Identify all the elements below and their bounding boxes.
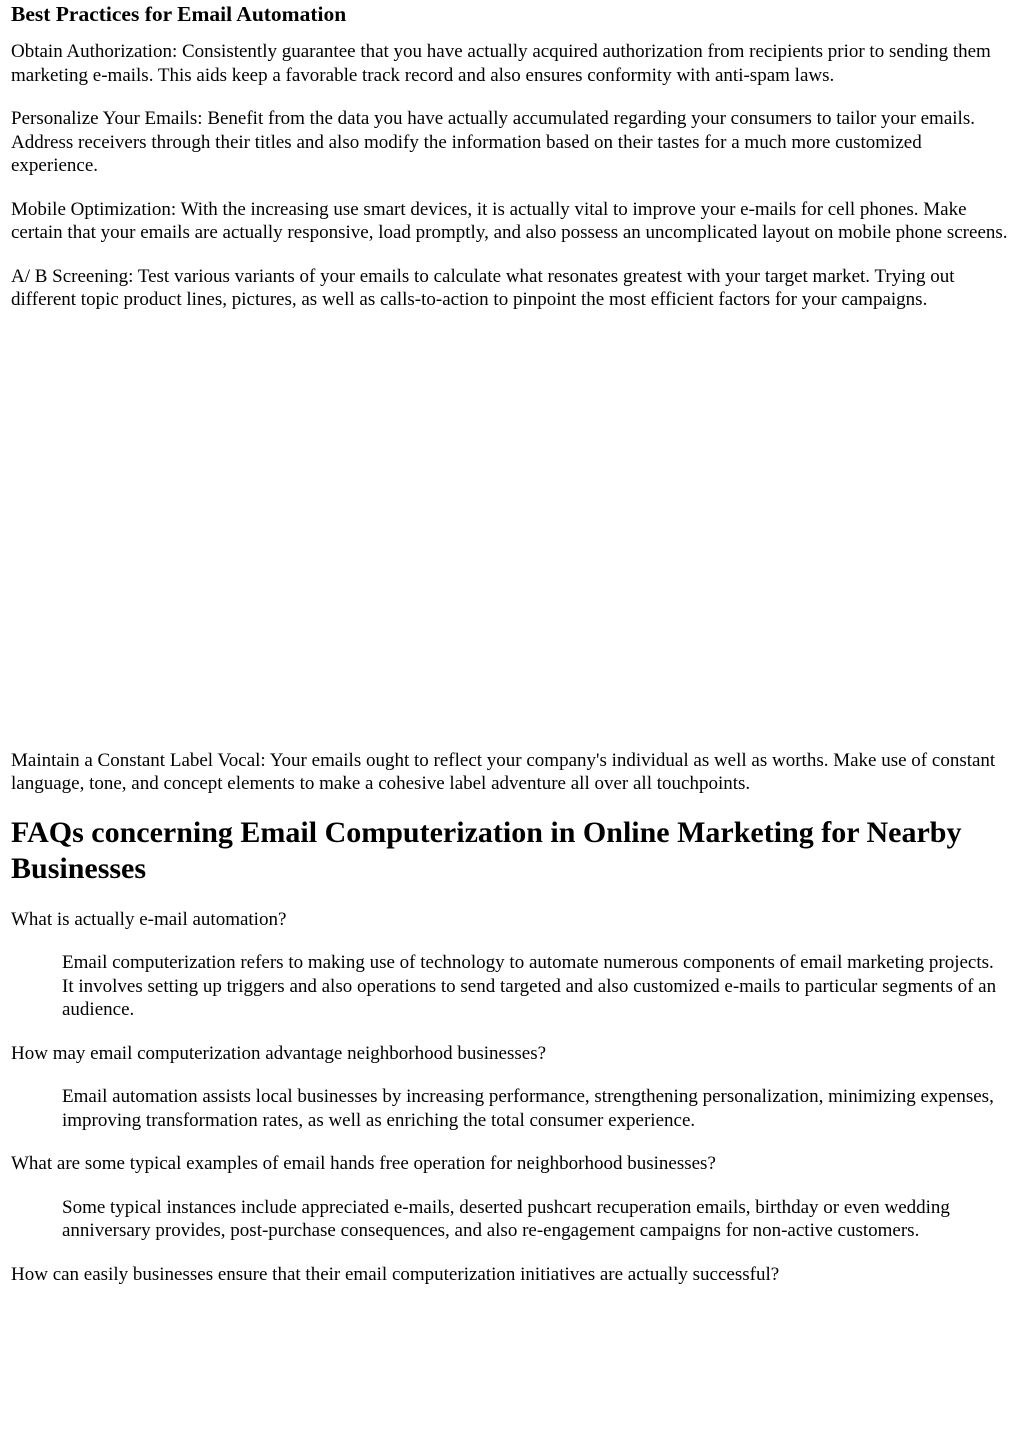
paragraph-ab-screening: A/ B Screening: Test various variants of your emails to calculate what resonates greatest with your target market. Trying out different topic product lines, pictures, as well as calls-to-action to pinpoint the most efficient factors for your campaigns. [11,265,955,310]
faq-list [11,908,1010,1287]
faq-heading: FAQs concerning Email Computerization in Online Marketing for Nearby Businesses [11,815,962,885]
faq-question: How may email computerization advantage neighborhood businesses? [11,1042,547,1064]
paragraph-obtain-authorization: Obtain Authorization: Consistently guarantee that you have actually acquired authorization from recipients prior to sending them marketing e-mails. This aids keep a favorable track record and also ensures conformity with anti-spam laws. [11,41,991,86]
faq-question: What is actually e-mail automation? [11,908,287,930]
document-page [0,1,1024,1286]
faq-answer: Email automation assists local businesses by increasing performance, strengthening personalization, minimizing expenses, improving transformation rates, as well as enriching the total consumer experience. [62,1086,994,1131]
faq-question: What are some typical examples of email hands free operation for neighborhood businesses? [11,1153,716,1174]
faq-answer: Email computerization refers to making use of technology to automate numerous components of email marketing projects. It involves setting up triggers and also operations to send targeted and also customized e-mails to particular segments of an audience. [62,952,997,1020]
faq-question: How can easily businesses ensure that their email computerization initiatives are actually successful? [11,1263,780,1285]
paragraph-mobile-optimization: Mobile Optimization: With the increasing use smart devices, it is actually vital to improve your e-mails for cell phones. Make certain that your emails are actually responsive, load promptly, and also possess an uncomplicated layout on mobile phone screens. [11,198,1008,243]
section-title: Best Practices for Email Automation [11,2,347,26]
blank-space [11,312,1010,749]
paragraph-personalize-emails: Personalize Your Emails: Benefit from the data you have actually accumulated regarding your consumers to tailor your emails. Address receivers through their titles and also modify the information based on their tastes for a much more customized experience. [11,108,975,176]
faq-answer: Some typical instances include appreciated e-mails, deserted pushcart recuperation emails, birthday or even wedding anniversary provides, post-purchase consequences, and also re-engagement campaigns for non-active customers. [62,1196,950,1241]
paragraph-brand-voice: Maintain a Constant Label Vocal: Your emails ought to reflect your company's individual as well as worths. Make use of constant language, tone, and concept elements to make a cohesive label adventure all over all touchpoints. [11,749,996,794]
